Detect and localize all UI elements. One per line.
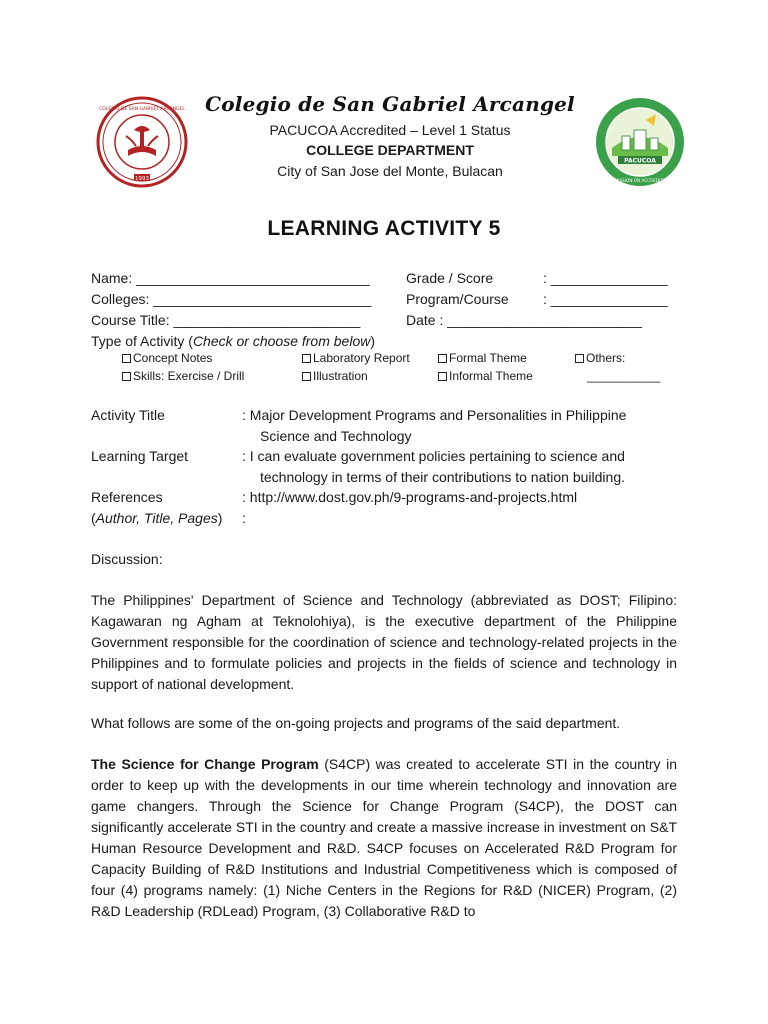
- learning-target-value-line2: technology in terms of their contributions to nation building.: [260, 469, 625, 485]
- option-label: Formal Theme: [449, 351, 527, 365]
- discussion-paragraph-2: What follows are some of the on-going projects and programs of the said department.: [91, 715, 621, 731]
- discussion-heading: Discussion:: [91, 551, 163, 567]
- others-specify-field[interactable]: ___________: [587, 369, 661, 383]
- option-concept-notes[interactable]: [122, 351, 212, 365]
- option-illustration[interactable]: [302, 369, 368, 383]
- school-name: Colegio de San Gabriel Arcangel: [205, 92, 575, 116]
- department-name: COLLEGE DEPARTMENT: [306, 142, 474, 158]
- option-label: Illustration: [313, 369, 368, 383]
- references-link[interactable]: : http://www.dost.gov.ph/9-programs-and-projects.html: [242, 489, 578, 505]
- name-field-label[interactable]: Name: ______________________________: [91, 270, 370, 286]
- grade-score-label: Grade / Score: [406, 270, 494, 286]
- option-informal-theme[interactable]: [438, 369, 533, 383]
- date-field-label[interactable]: Date : _________________________: [406, 312, 642, 328]
- seal-ring-text: COLEGIO DE SAN GABRIEL ARCANGEL: [99, 107, 185, 112]
- references-label: References: [91, 489, 163, 505]
- checkbox-icon[interactable]: [302, 372, 311, 381]
- type-prefix: Type of Activity (: [91, 333, 193, 349]
- pacucoa-seal-text: PACUCOA: [624, 157, 656, 165]
- checkbox-icon[interactable]: [302, 354, 311, 363]
- program-course-label: Program/Course: [406, 291, 509, 307]
- option-label: Laboratory Report: [313, 351, 410, 365]
- school-header: [190, 92, 590, 182]
- program-description: (S4CP) was created to accelerate STI in the country in order to keep up with the developments in our time wherein technology and innovation are game changers. Through the Science for Change Program (S4CP), the DOST can significantly accelerate STI in the country and create a massive increase in investment on S&T Human Resource Development and R&D. S4CP focuses on Accelerated R&D Program for Capacity Building of R&D Institutions and Industrial Competitiveness which is composed of four (4) programs namely: (1) Niche Centers in the Regions for R&D (NICER) Program, (2) R&D Leadership (RDLead) Program, (3) Collaborative R&D to: [91, 756, 677, 919]
- school-city: City of San Jose del Monte, Bulacan: [277, 163, 503, 179]
- program-name: The Science for Change Program: [91, 756, 319, 772]
- option-skills-exercise-drill[interactable]: [122, 369, 244, 383]
- type-suffix: ): [370, 333, 376, 349]
- option-label: Informal Theme: [449, 369, 533, 383]
- activity-title-label: Activity Title: [91, 407, 165, 423]
- discussion-paragraph-1: The Philippines' Department of Science and Technology (abbreviated as DOST; Filipino: Kagawaran ng Agham at Teknolohiya), is the executive department of the Philippine Government responsible for the coordination of science and technology-related projects in the Philippines and to formulate policies and projects in the fields of science and technology in support of national development.: [91, 592, 677, 692]
- type-of-activity-label: [91, 331, 375, 352]
- colleges-field-label[interactable]: Colleges: ____________________________: [91, 291, 372, 307]
- option-others[interactable]: [575, 351, 625, 365]
- checkbox-icon[interactable]: [438, 354, 447, 363]
- seal-year: 1993: [135, 176, 149, 182]
- grade-score-field[interactable]: : _______________: [543, 270, 668, 286]
- program-course-field[interactable]: : _______________: [543, 291, 668, 307]
- author-title-pages-value: :: [242, 510, 246, 526]
- option-laboratory-report[interactable]: [302, 351, 410, 365]
- option-label: Others:: [586, 351, 626, 365]
- author-title-pages-text: Author, Title, Pages: [95, 510, 218, 526]
- checkbox-icon[interactable]: [575, 354, 584, 363]
- author-open-paren: (: [91, 510, 96, 526]
- checkbox-icon[interactable]: [438, 372, 447, 381]
- checkbox-icon[interactable]: [122, 372, 131, 381]
- activity-title: LEARNING ACTIVITY 5: [267, 217, 501, 240]
- checkbox-icon[interactable]: [122, 354, 131, 363]
- type-instruction: Check or choose from below: [192, 333, 371, 349]
- pacucoa-ring-text: COMMISSION ON ACCREDITATION: [604, 178, 676, 183]
- course-title-field-label[interactable]: Course Title: ________________________: [91, 312, 361, 328]
- learning-target-value-line1: : I can evaluate government policies pertaining to science and: [242, 448, 625, 464]
- pacucoa-seal-logo: [594, 96, 686, 188]
- learning-target-label: Learning Target: [91, 448, 189, 464]
- activity-title-value-line1: : Major Development Programs and Personalities in Philippine: [242, 407, 627, 423]
- accreditation-status: PACUCOA Accredited – Level 1 Status: [269, 122, 511, 138]
- option-label: Skills: Exercise / Drill: [133, 369, 245, 383]
- option-formal-theme[interactable]: [438, 351, 527, 365]
- activity-title-value-line2: Science and Technology: [260, 428, 412, 444]
- college-seal-logo: [96, 96, 188, 188]
- option-label: Concept Notes: [133, 351, 213, 365]
- discussion-paragraph-3: [91, 754, 677, 922]
- author-close-paren: ): [217, 510, 223, 526]
- author-title-pages-label: [91, 508, 222, 529]
